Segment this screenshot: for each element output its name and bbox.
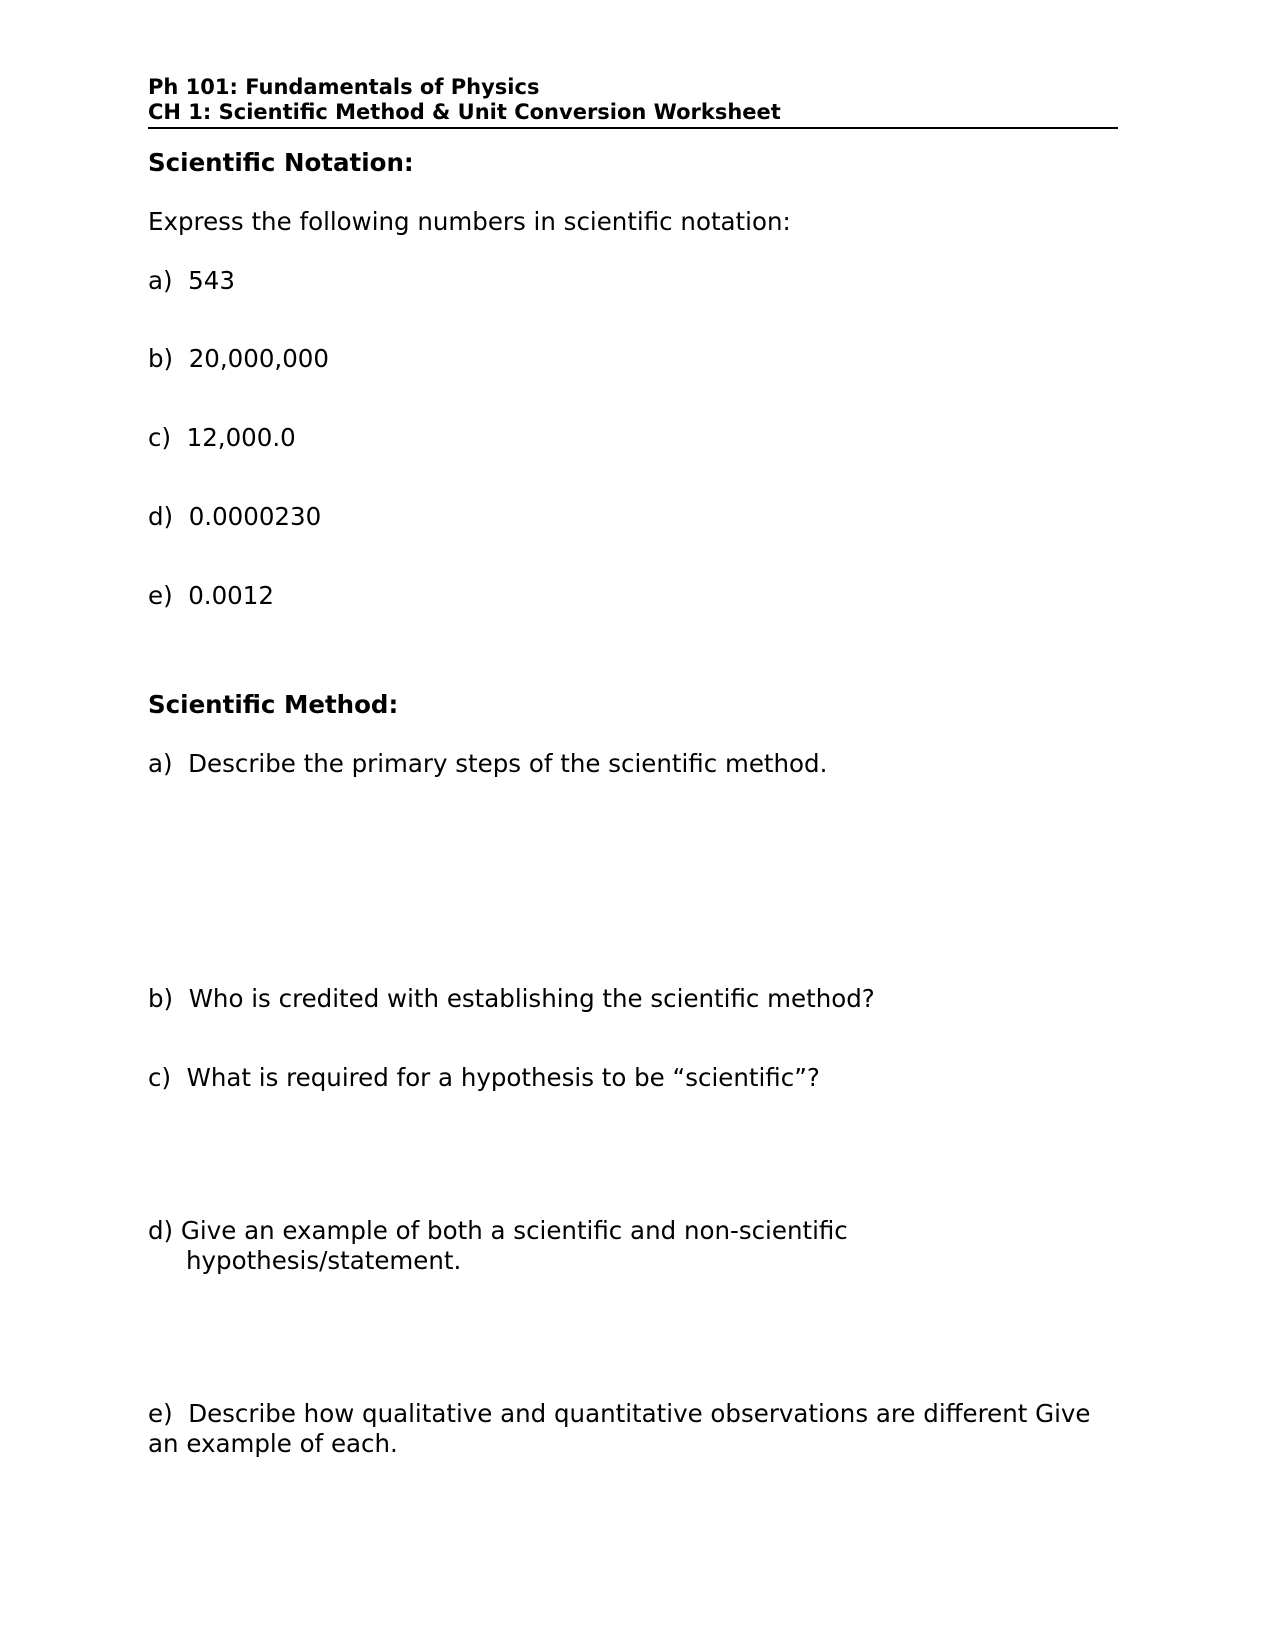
question-text: What is required for a hypothesis to be “scientific”? — [186, 1063, 820, 1092]
notation-item-b — [148, 344, 329, 374]
page-header — [148, 75, 1118, 129]
question-text: Describe how qualitative and quantitative observations are different Give — [188, 1399, 1091, 1428]
method-section-title: Scientific Method: — [148, 690, 399, 719]
item-value: 0.0000230 — [188, 502, 322, 531]
notation-item-a — [148, 266, 235, 296]
method-question-d-continued: hypothesis/statement. — [186, 1246, 462, 1275]
item-value: 543 — [188, 266, 235, 295]
notation-instruction: Express the following numbers in scientific notation: — [148, 207, 791, 236]
item-value: 12,000.0 — [186, 423, 296, 452]
method-question-a — [148, 749, 827, 779]
method-question-d — [148, 1216, 848, 1246]
worksheet-title: CH 1: Scientific Method & Unit Conversion Worksheet — [148, 100, 781, 124]
method-question-b — [148, 984, 875, 1014]
method-question-e-continued: an example of each. — [148, 1429, 398, 1458]
item-value: 0.0012 — [188, 581, 274, 610]
notation-item-c — [148, 423, 296, 453]
item-label: d) — [148, 502, 174, 531]
method-question-c — [148, 1063, 820, 1093]
question-label: d) — [148, 1216, 174, 1245]
question-label: e) — [148, 1399, 173, 1428]
question-label: c) — [148, 1063, 172, 1092]
notation-item-d — [148, 502, 321, 532]
question-text: Give an example of both a scientific and non-scientific — [180, 1216, 848, 1245]
item-value: 20,000,000 — [188, 344, 329, 373]
item-label: e) — [148, 581, 173, 610]
question-label: a) — [148, 749, 173, 778]
notation-section-title: Scientific Notation: — [148, 148, 414, 177]
notation-item-e — [148, 581, 274, 611]
question-text: Describe the primary steps of the scientific method. — [188, 749, 828, 778]
question-text: Who is credited with establishing the scientific method? — [188, 984, 875, 1013]
course-title: Ph 101: Fundamentals of Physics — [148, 75, 540, 99]
item-label: a) — [148, 266, 173, 295]
question-label: b) — [148, 984, 174, 1013]
method-question-e — [148, 1399, 1091, 1429]
item-label: c) — [148, 423, 172, 452]
item-label: b) — [148, 344, 174, 373]
